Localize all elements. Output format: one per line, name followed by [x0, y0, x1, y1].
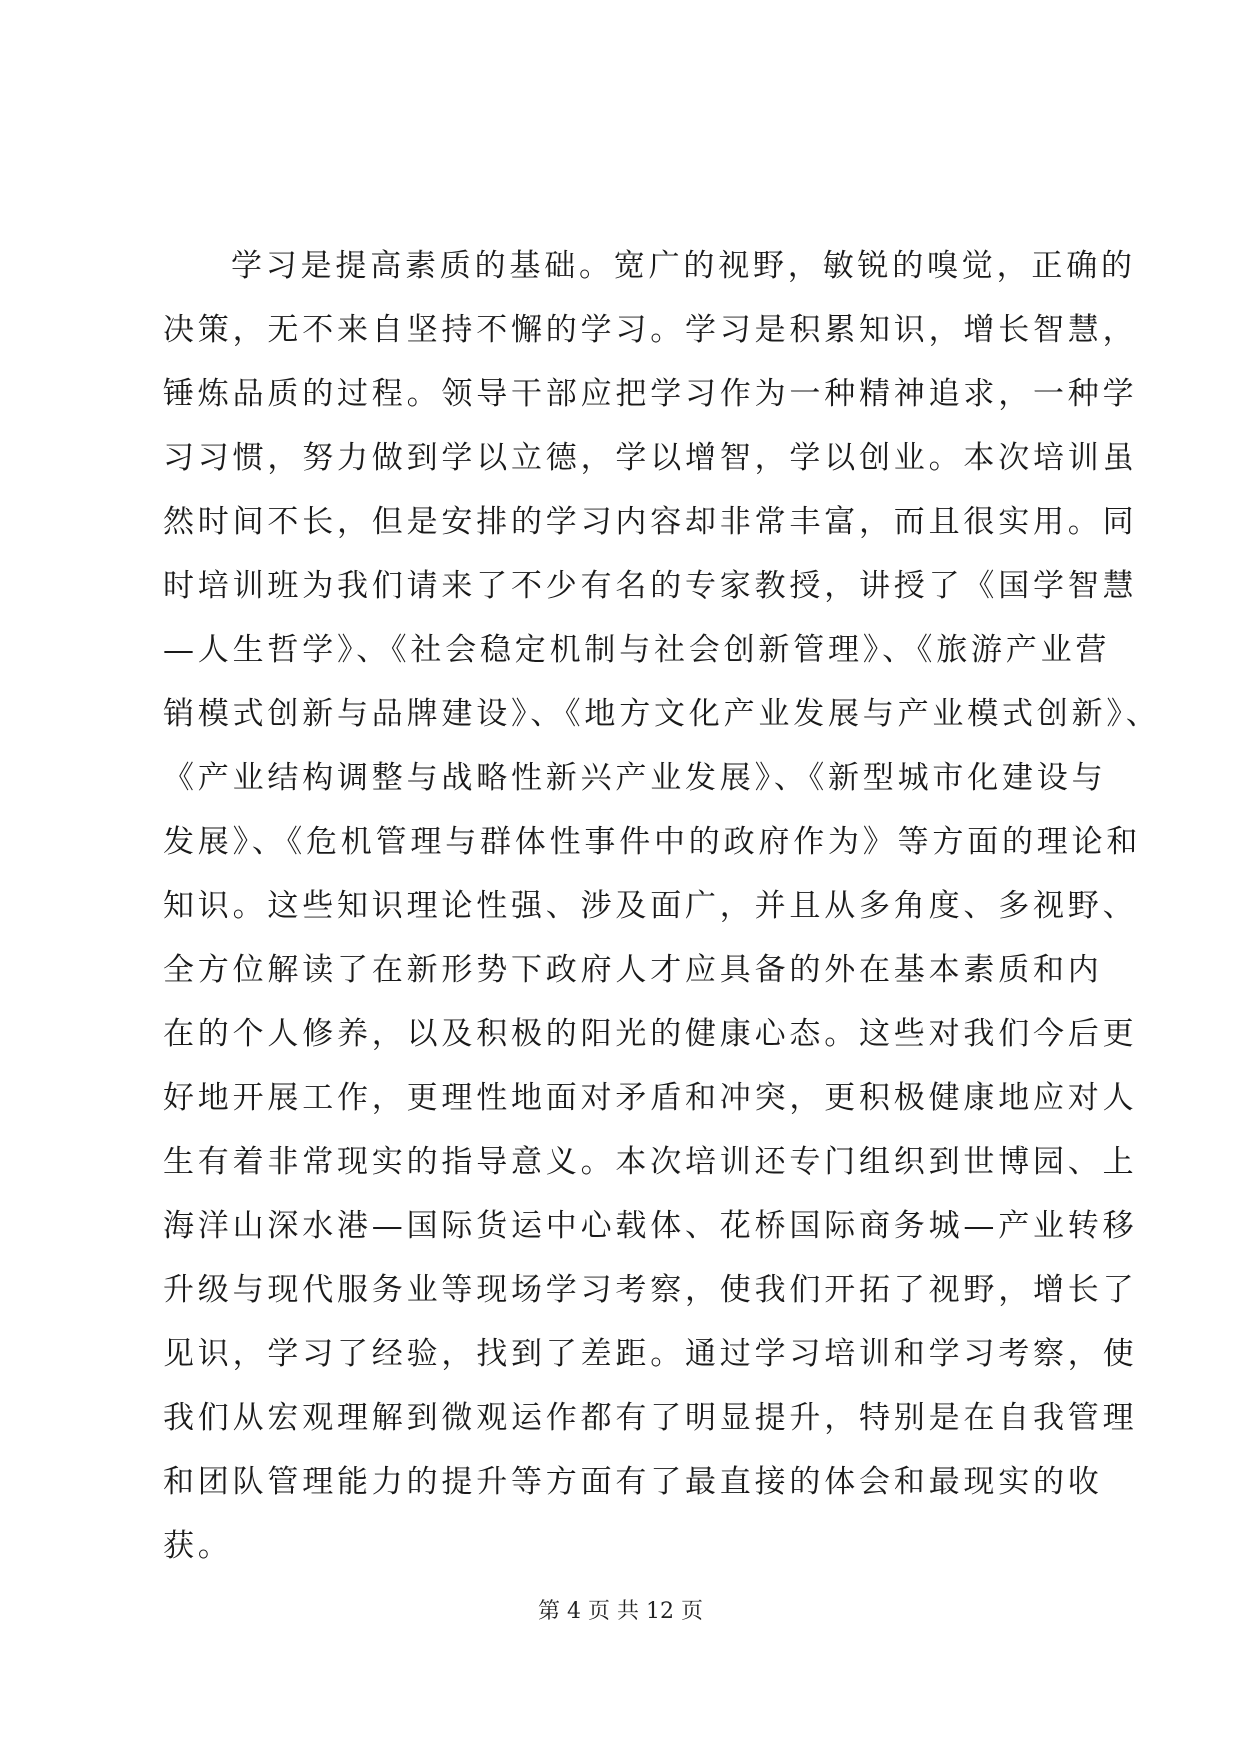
- paragraph-line-3: 锤炼品质的过程。领导干部应把学习作为一种精神追求，一种学: [163, 376, 1138, 412]
- paragraph-line-16: 海洋山深水港—国际货运中心载体、花桥国际商务城—产业转移: [163, 1208, 1138, 1244]
- paragraph-line-17: 升级与现代服务业等现场学习考察，使我们开拓了视野，增长了: [163, 1272, 1138, 1308]
- paragraph-line-6: 时培训班为我们请来了不少有名的专家教授，讲授了《国学智慧: [163, 568, 1138, 604]
- paragraph-line-2: 决策，无不来自坚持不懈的学习。学习是积累知识，增长智慧，: [163, 312, 1138, 348]
- body-paragraph: [163, 234, 1161, 1578]
- paragraph-line-8: 销模式创新与品牌建设》、《地方文化产业发展与产业模式创新》、: [163, 696, 1161, 732]
- paragraph-line-10: 发展》、《危机管理与群体性事件中的政府作为》等方面的理论和: [163, 824, 1142, 860]
- paragraph-line-11: 知识。这些知识理论性强、涉及面广，并且从多角度、多视野、: [163, 888, 1138, 924]
- paragraph-line-20: 和团队管理能力的提升等方面有了最直接的体会和最现实的收: [163, 1464, 1103, 1500]
- page-number-footer: 第 4 页 共 12 页: [538, 1599, 703, 1624]
- paragraph-line-12: 全方位解读了在新形势下政府人才应具备的外在基本素质和内: [163, 952, 1103, 988]
- paragraph-line-7: —人生哲学》、《社会稳定机制与社会创新管理》、《旅游产业营: [163, 632, 1111, 668]
- paragraph-line-5: 然时间不长，但是安排的学习内容却非常丰富，而且很实用。同: [163, 504, 1138, 540]
- paragraph-line-14: 好地开展工作，更理性地面对矛盾和冲突，更积极健康地应对人: [163, 1080, 1138, 1116]
- paragraph-line-4: 习习惯，努力做到学以立德，学以增智，学以创业。本次培训虽: [163, 440, 1138, 476]
- paragraph-line-21: 获。: [163, 1528, 233, 1564]
- paragraph-line-1: 学习是提高素质的基础。宽广的视野，敏锐的嗅觉，正确的: [231, 248, 1136, 284]
- paragraph-line-13: 在的个人修养，以及积极的阳光的健康心态。这些对我们今后更: [163, 1016, 1138, 1052]
- paragraph-line-19: 我们从宏观理解到微观运作都有了明显提升，特别是在自我管理: [163, 1400, 1138, 1436]
- paragraph-line-18: 见识，学习了经验，找到了差距。通过学习培训和学习考察，使: [163, 1336, 1138, 1372]
- paragraph-line-9: 《产业结构调整与战略性新兴产业发展》、《新型城市化建设与: [163, 760, 1107, 796]
- paragraph-line-15: 生有着非常现实的指导意义。本次培训还专门组织到世博园、上: [163, 1144, 1138, 1180]
